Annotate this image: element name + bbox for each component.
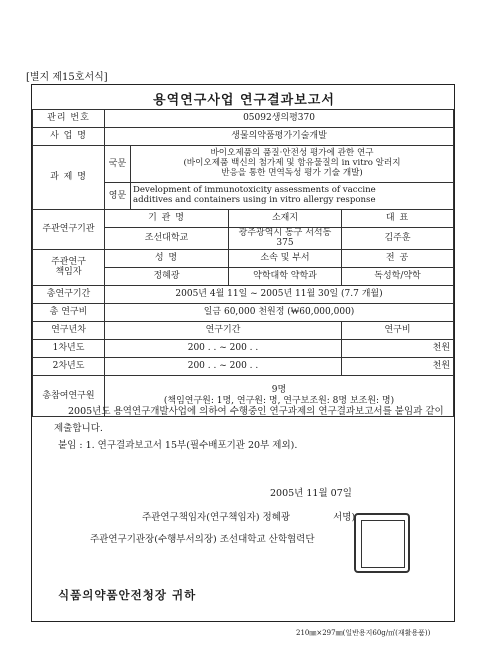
budget-row — [33, 303, 454, 321]
management-number-label: 관리 번호 — [33, 110, 105, 128]
period-row — [33, 285, 454, 303]
english-title-line-1: Development of immunotoxicity assessments of vaccine — [133, 185, 376, 196]
year-period-header: 연구기간 — [105, 321, 342, 339]
pi-major: 독성학/약학 — [342, 267, 454, 285]
staff-label: 총참여연구원 — [33, 375, 105, 416]
pi-dept-header: 소속 및 부서 — [229, 249, 342, 267]
korean-title-line-1: 바이오제품의 품질·안전성 평가에 관한 연구 — [210, 148, 374, 159]
attachment-note: 붙임 : 1. 연구결과보고서 15부(필수배포기관 20부 제외). — [58, 440, 298, 451]
year-2-row — [33, 357, 454, 375]
year-cost-header: 연구비 — [342, 321, 454, 339]
seal-inner-border — [361, 520, 405, 568]
pi-signature-text: 주관연구책임자(연구책임자) 정혜광 — [142, 512, 291, 523]
period-value: 2005년 4월 11일 ~ 2005년 11월 30일 (7.7 개월) — [105, 285, 454, 303]
project-name-row — [33, 128, 454, 146]
institution-representative-header: 대 표 — [342, 210, 454, 228]
management-number-value: 05092생의평370 — [105, 110, 454, 128]
head-signature-line: 주관연구기관장(수행부서의장) 조선대학교 산학협력단 — [90, 534, 315, 545]
english-title — [131, 183, 454, 210]
management-number-row — [33, 110, 454, 128]
institution-address-header: 소재지 — [229, 210, 342, 228]
institution-address: 광주광역시 동구 서석동 375 — [229, 228, 342, 250]
report-info-table — [32, 109, 454, 417]
institution-name: 조선대학교 — [105, 228, 229, 250]
paper-spec-footer: 210㎜×297㎜(일반용지60g/㎡(재활용품)) — [296, 629, 431, 637]
report-form — [31, 84, 455, 622]
year-2-label: 2차년도 — [33, 357, 105, 375]
subject-korean-row — [33, 146, 454, 183]
year-2-cost: 천원 — [342, 357, 454, 375]
pi-major-header: 전 공 — [342, 249, 454, 267]
period-label: 총연구기간 — [33, 285, 105, 303]
project-name-label: 사 업 명 — [33, 128, 105, 146]
year-2-period: 200 . . ~ 200 . . — [105, 357, 342, 375]
korean-title — [131, 146, 454, 183]
english-title-line-2: additives and containers using in vitro allergy response — [133, 195, 376, 205]
form-number-label: [별지 제15호서식] — [26, 72, 108, 83]
year-header: 연구년차 — [33, 321, 105, 339]
korean-label: 국문 — [105, 146, 131, 183]
pi-signature-suffix: 서명) — [333, 512, 356, 523]
staff-detail: (책임연구원: 1명, 연구원: 명, 연구보조원: 8명 보조원: 명) — [163, 395, 395, 406]
institution-label: 주관연구기관 — [33, 210, 105, 250]
pi-label — [33, 249, 105, 285]
pi-header-row — [33, 249, 454, 267]
submission-statement: 2005년도 용역연구개발사업에 의하여 수행중인 연구과제의 연구결과보고서를 붙임과 같이 제출합니다. — [54, 406, 444, 434]
budget-value: 일금 60,000 천원정 (₩60,000,000) — [105, 303, 454, 321]
pi-signature-line — [142, 509, 355, 523]
pi-label-line-1: 주관연구 — [51, 256, 86, 267]
year-1-label: 1차년도 — [33, 339, 105, 357]
staff-total: 9명 — [271, 385, 287, 396]
institution-name-header: 기 관 명 — [105, 210, 229, 228]
institution-header-row — [33, 210, 454, 228]
addressee: 식품의약품안전청장 귀하 — [58, 588, 197, 602]
pi-dept: 약학대학 약학과 — [229, 267, 342, 285]
pi-name: 정혜광 — [105, 267, 229, 285]
official-seal — [354, 513, 410, 573]
institution-representative: 김주훈 — [342, 228, 454, 250]
year-header-row — [33, 321, 454, 339]
project-name-value: 생물의약품평가기술개발 — [105, 128, 454, 146]
subject-label: 과 제 명 — [33, 146, 105, 210]
korean-title-line-2: (바이오제품 백신의 첨가제 및 함유물질의 in vitro 알러지 — [183, 158, 401, 169]
report-title: 용역연구사업 연구결과보고서 — [153, 93, 335, 108]
pi-name-header: 성 명 — [105, 249, 229, 267]
pi-label-line-2: 책임자 — [55, 267, 82, 278]
budget-label: 총 연구비 — [33, 303, 105, 321]
year-1-period: 200 . . ~ 200 . . — [105, 339, 342, 357]
submission-date: 2005년 11월 07일 — [270, 488, 352, 499]
korean-title-line-3: 반응을 통한 면역독성 평가 기술 개발) — [221, 167, 363, 178]
year-1-cost: 천원 — [342, 339, 454, 357]
english-label: 영문 — [105, 183, 131, 210]
year-1-row — [33, 339, 454, 357]
submission-section — [32, 385, 453, 621]
